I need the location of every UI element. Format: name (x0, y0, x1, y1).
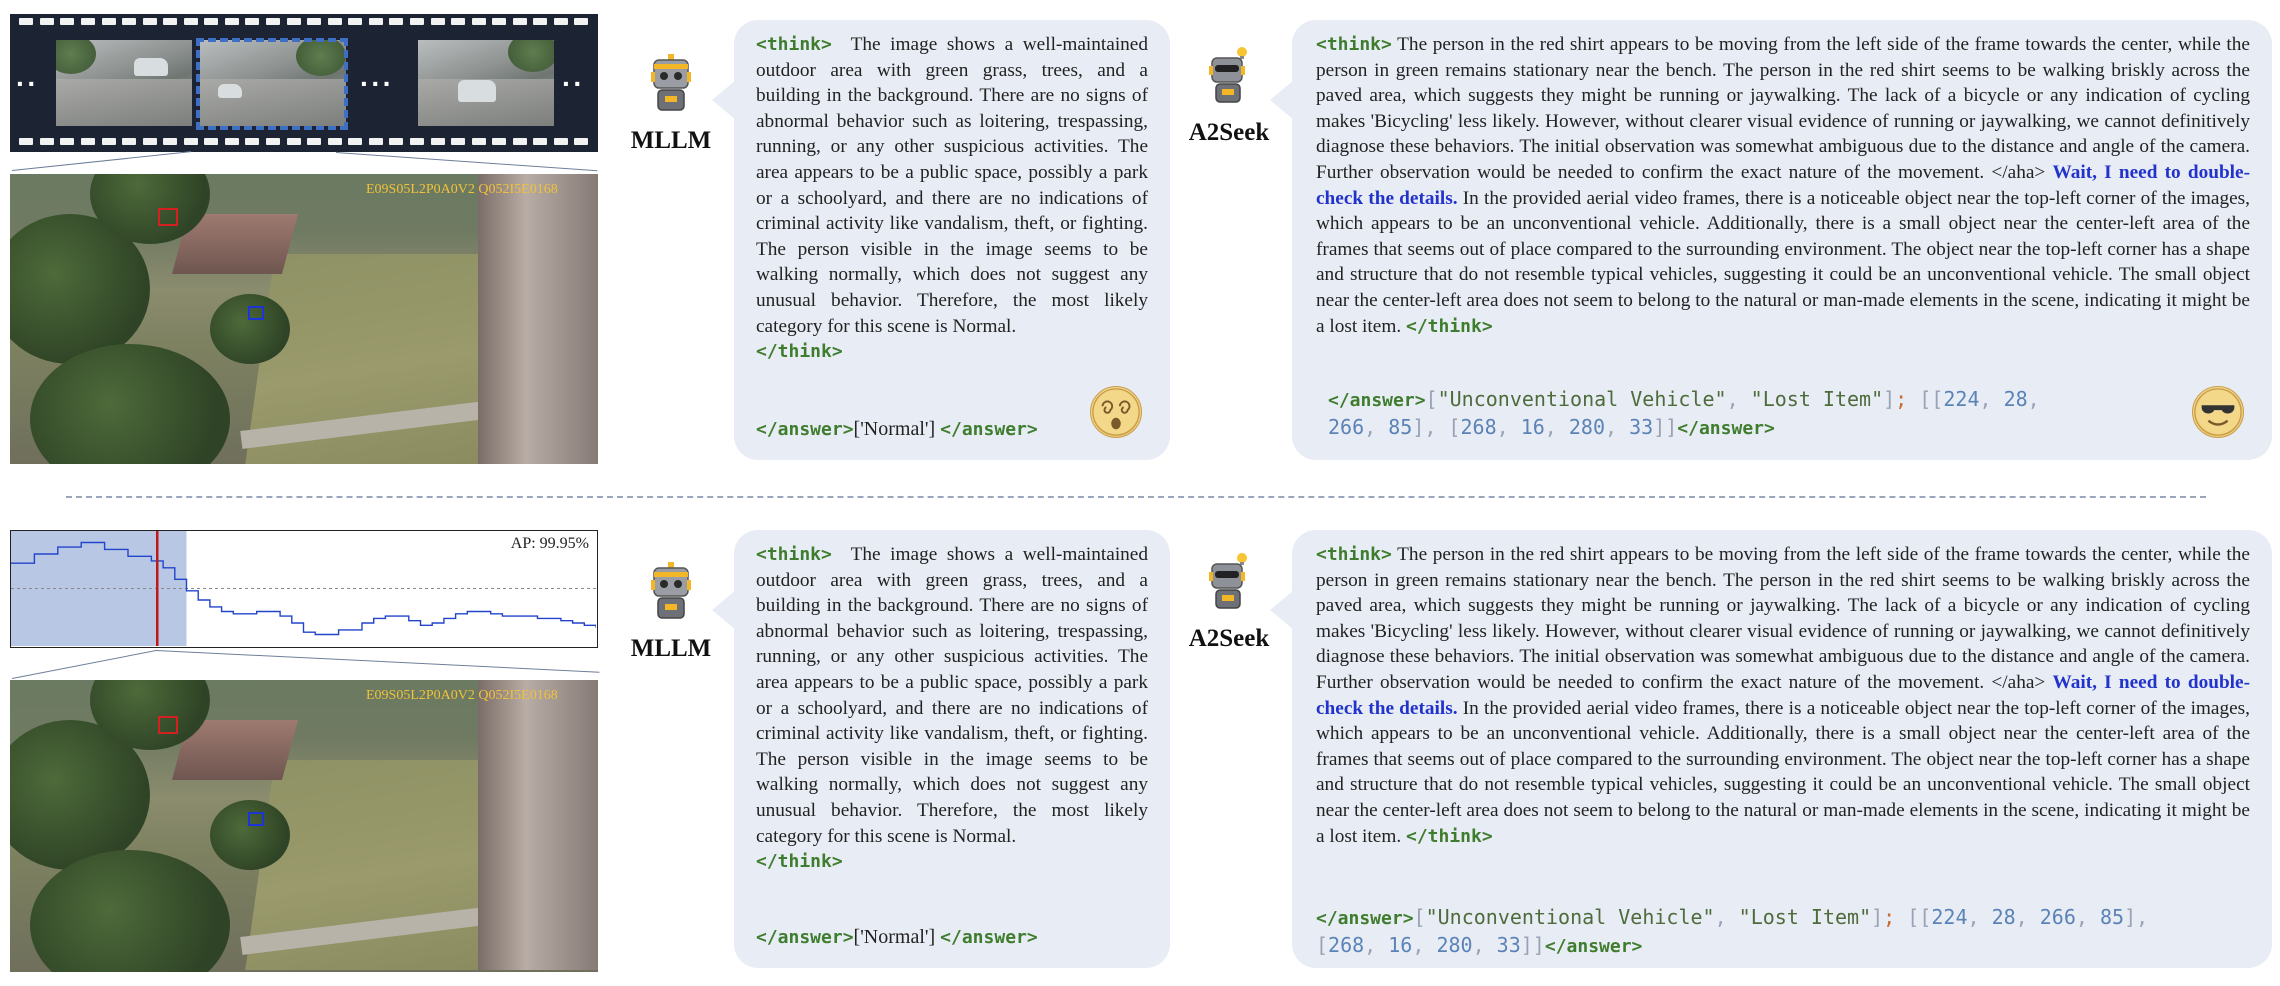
a2seek-answer-line: </answer>["Unconventional Vehicle", "Lost Item"]; [[224, 28, 266, 85], [268, 16, 280, 33]]</answer> (1316, 905, 2149, 957)
zoom-connector-left (12, 151, 191, 171)
think-close-tag: </think> (756, 851, 843, 873)
think-open-tag: <think> (1316, 34, 1392, 55)
think-open-tag: <think> (756, 544, 832, 565)
a2seek-answer-line: </answer>["Unconventional Vehicle", "Lost Item"]; [[224, 28, 266, 85], [268, 16, 280, 33]]</answer> (1328, 387, 2040, 439)
ap-label: AP: 99.95% (510, 535, 589, 552)
answer-open-tag: </answer> (1316, 908, 1414, 929)
answer-close-tag: </answer> (1544, 936, 1643, 957)
film-perforations-top (10, 18, 598, 28)
answer-open-tag: </answer> (756, 927, 854, 948)
agent-name: MLLM (630, 635, 712, 662)
think-open-tag: <think> (1316, 544, 1392, 565)
sunglasses-face-icon (2192, 386, 2244, 438)
robot-icon (648, 562, 694, 620)
think-close-tag: </think> (756, 341, 843, 363)
think-close-tag: </think> (1405, 315, 1493, 337)
label-unconventional-vehicle: "Unconventional Vehicle" (1437, 387, 1727, 411)
a2seek-think-text-a: The person in the red shirt appears to be moving from the left side of the frame towards the center, while the person in green remains stationary near the bench. The person in the red shirt seems to be walking briskly across the paved area, which suggests they might be running or jaywalking. The lack of a bicycle or any indication of cycling makes 'Bicycling' less likely. However, without clearer visual evidence of running or jaywalking, we cannot definitively diagnose these behaviors. The initial observation was somewhat ambiguous due to the distance and angle of the camera. Further observation would be needed to confirm the exact nature of the movement. </aha> (1316, 544, 2250, 693)
panel-divider (66, 496, 2206, 498)
a2seek-think-text-b: In the provided aerial video frames, there is a noticeable object near the top-left corner of the images, which appears to be an unconventional vehicle. Additionally, there is a small object near the center-left area of the frames that seems out of place compared to the surrounding environment. The object near the top-left corner has a shape and structure that do not resemble typical vehicles, suggesting it could be an unconventional vehicle. The small object near the center-left area does not seem to belong to the natural or man-made elements in the scene, indicating it might be a lost item. (1316, 697, 2251, 847)
mllm-answer-line (756, 926, 1038, 949)
detection-box-vehicle (158, 208, 178, 226)
answer-open-tag: </answer> (756, 419, 854, 440)
a2seek-think-text-a: The person in the red shirt appears to be moving from the left side of the frame towards the center, while the person in green remains stationary near the bench. The person in the red shirt seems to be walking briskly across the paved area, which suggests they might be running or jaywalking. The lack of a bicycle or any indication of cycling makes 'Bicycling' less likely. However, without clearer visual evidence of running or jaywalking, we cannot definitively diagnose these behaviors. The initial observation was somewhat ambiguous due to the distance and angle of the camera. Further observation would be needed to confirm the exact nature of the movement. </aha> (1316, 34, 2250, 183)
label-unconventional-vehicle: "Unconventional Vehicle" (1425, 905, 1715, 929)
detection-box-lost-item (248, 812, 264, 826)
wait-double-check: Wait, I need to double-check the details. (1316, 161, 2251, 209)
zoom-connector-right (336, 152, 597, 171)
wait-double-check: Wait, I need to double-check the details. (1316, 671, 2251, 719)
answer-open-tag: </answer> (1328, 390, 1426, 411)
mllm-think-text: The image shows a well-maintained outdoor area with green grass, trees, and a building in the background. There are no signs of abnormal behavior such as loitering, trespassing, running, or any other suspicious activities. The area appears to be a public space, possibly a park or a schoolyard, and there are no indications of criminal activity like vandalism, theft, or fighting. The person visible in the image seems to be walking normally, which does not suggest any unusual behavior. Therefore, the most likely category for this scene is Normal. (756, 544, 1149, 847)
zoom-connector-left-bottom (12, 650, 157, 679)
label-lost-item: "Lost Item" (1738, 905, 1872, 929)
answer-close-tag: </answer> (1677, 418, 1775, 439)
film-perforations-bottom (10, 138, 598, 148)
video-frame-3 (418, 40, 554, 126)
a2seek-response-bubble-bottom (1292, 530, 2272, 968)
mllm-agent-bottom (626, 562, 716, 663)
think-open-tag: <think> (756, 34, 832, 55)
a2seek-think-block (1316, 32, 2250, 339)
think-close-tag: </think> (1405, 825, 1493, 847)
mllm-answer-value: ['Normal'] (853, 418, 936, 440)
agent-name: A2Seek (1188, 119, 1270, 146)
a2seek-think-block (1316, 542, 2250, 849)
a2seek-response-bubble-top (1292, 20, 2272, 460)
agent-name: MLLM (630, 127, 712, 154)
anomaly-score-plot (11, 531, 596, 646)
detection-box-lost-item (248, 306, 264, 320)
mllm-think-block (756, 542, 1148, 875)
a2seek-agent-top (1186, 46, 1272, 147)
robot-lightbulb-icon (1206, 552, 1252, 610)
a2seek-agent-bottom (1186, 552, 1272, 653)
mllm-think-text: The image shows a well-maintained outdoor area with green grass, trees, and a building in the background. There are no signs of abnormal behavior such as loitering, trespassing, running, or any other suspicious activities. The area appears to be a public space, possibly a park or a schoolyard, and there are no indications of criminal activity like vandalism, theft, or fighting. The person visible in the image seems to be walking normally, which does not suggest any unusual behavior. Therefore, the most likely category for this scene is Normal. (756, 34, 1149, 337)
video-frame-1 (56, 40, 192, 126)
label-lost-item: "Lost Item" (1750, 387, 1884, 411)
film-ellipsis-left: ·· (16, 68, 39, 99)
answer-close-tag: </answer> (940, 419, 1038, 440)
agent-name: A2Seek (1188, 625, 1270, 652)
mllm-answer-value: ['Normal'] (853, 926, 936, 948)
robot-lightbulb-icon (1206, 46, 1252, 104)
selected-frame-highlight (196, 38, 348, 130)
mllm-think-block (756, 32, 1148, 365)
aerial-scene-top (10, 174, 598, 464)
anomaly-score-chart (10, 530, 598, 648)
camera-stamp: E09S05L2P0A0V2 Q052I5E0168 (366, 688, 558, 703)
mllm-agent-top (626, 54, 716, 155)
film-ellipsis-right: ·· (562, 68, 585, 99)
detection-box-vehicle (158, 716, 178, 734)
camera-stamp: E09S05L2P0A0V2 Q052I5E0168 (366, 182, 558, 197)
aerial-scene-bottom (10, 680, 598, 972)
answer-close-tag: </answer> (940, 927, 1038, 948)
film-ellipsis-mid: ··· (360, 68, 394, 99)
zoom-connector-right-bottom (156, 650, 600, 673)
mllm-response-bubble-bottom (734, 530, 1170, 968)
mllm-response-bubble-top (734, 20, 1170, 460)
video-filmstrip (10, 14, 598, 152)
mllm-answer-line (756, 418, 1038, 441)
robot-icon (648, 54, 694, 112)
a2seek-think-text-b: In the provided aerial video frames, there is a noticeable object near the top-left corner of the images, which appears to be an unconventional vehicle. Additionally, there is a small object near the center-left area of the frames that seems out of place compared to the surrounding environment. The object near the top-left corner has a shape and structure that do not resemble typical vehicles, suggesting it could be an unconventional vehicle. The small object near the center-left area does not seem to belong to the natural or man-made elements in the scene, indicating it might be a lost item. (1316, 187, 2251, 337)
dizzy-face-icon (1090, 386, 1142, 438)
